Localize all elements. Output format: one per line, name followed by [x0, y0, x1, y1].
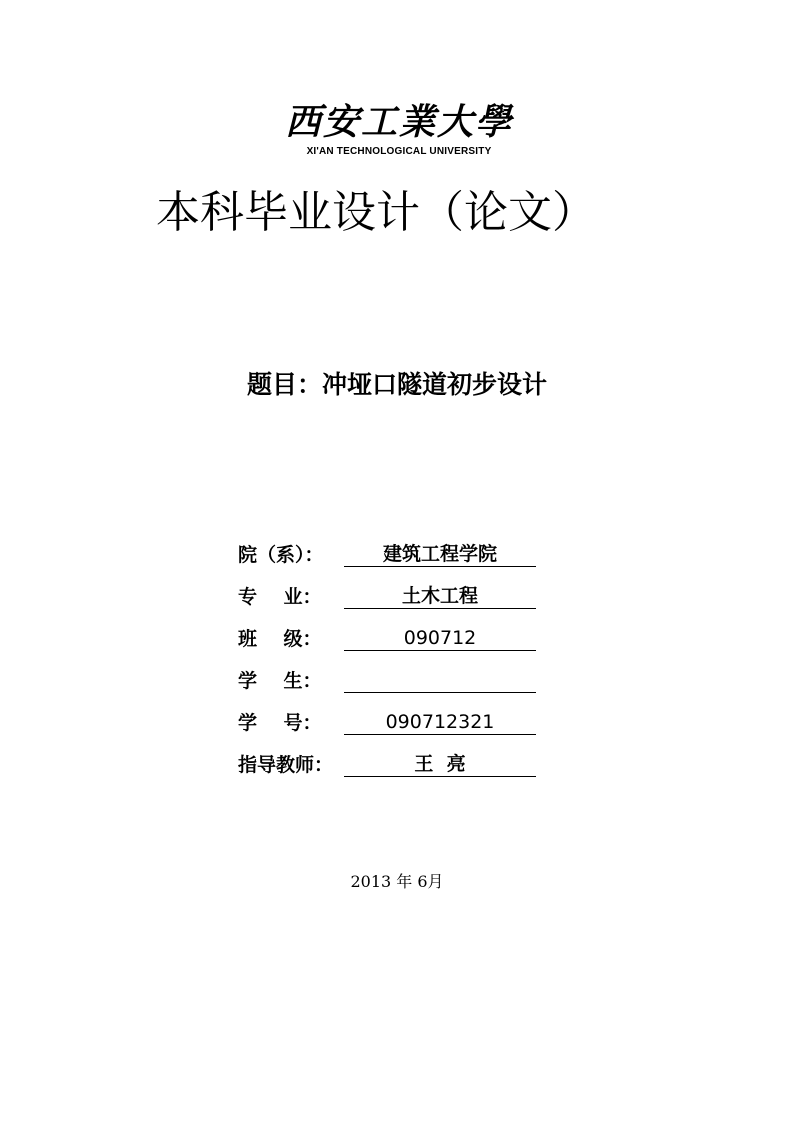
- thesis-topic: 题目：冲垭口隧道初步设计: [246, 370, 547, 399]
- info-row-student: [238, 664, 538, 706]
- student-id-label: 学 号：: [238, 712, 322, 734]
- info-row-student-id: [238, 706, 538, 748]
- info-row-department: [238, 538, 538, 580]
- major-label: 专 业：: [238, 586, 322, 608]
- university-logo-chinese: 西安工業大學: [284, 101, 513, 143]
- student-value: [344, 666, 536, 693]
- advisor-label: 指导教师：: [238, 754, 334, 776]
- department-value: 建筑工程学院: [344, 540, 536, 567]
- class-value: 090712: [344, 624, 536, 651]
- info-row-class: [238, 622, 538, 664]
- submission-date: 2013 年 6月: [350, 872, 444, 891]
- university-logo: [284, 100, 514, 162]
- class-label: 班 级：: [238, 628, 322, 650]
- department-label: 院（系）：: [238, 544, 324, 566]
- document-title: 本科毕业设计（论文）: [156, 187, 596, 238]
- major-value: 土木工程: [344, 582, 536, 609]
- advisor-value: 王 亮: [344, 750, 536, 777]
- student-label: 学 生：: [238, 670, 322, 692]
- student-id-value: 090712321: [344, 708, 536, 735]
- info-table: [238, 538, 538, 790]
- info-row-major: [238, 580, 538, 622]
- info-row-advisor: [238, 748, 538, 790]
- university-logo-english: XI'AN TECHNOLOGICAL UNIVERSITY: [306, 146, 492, 157]
